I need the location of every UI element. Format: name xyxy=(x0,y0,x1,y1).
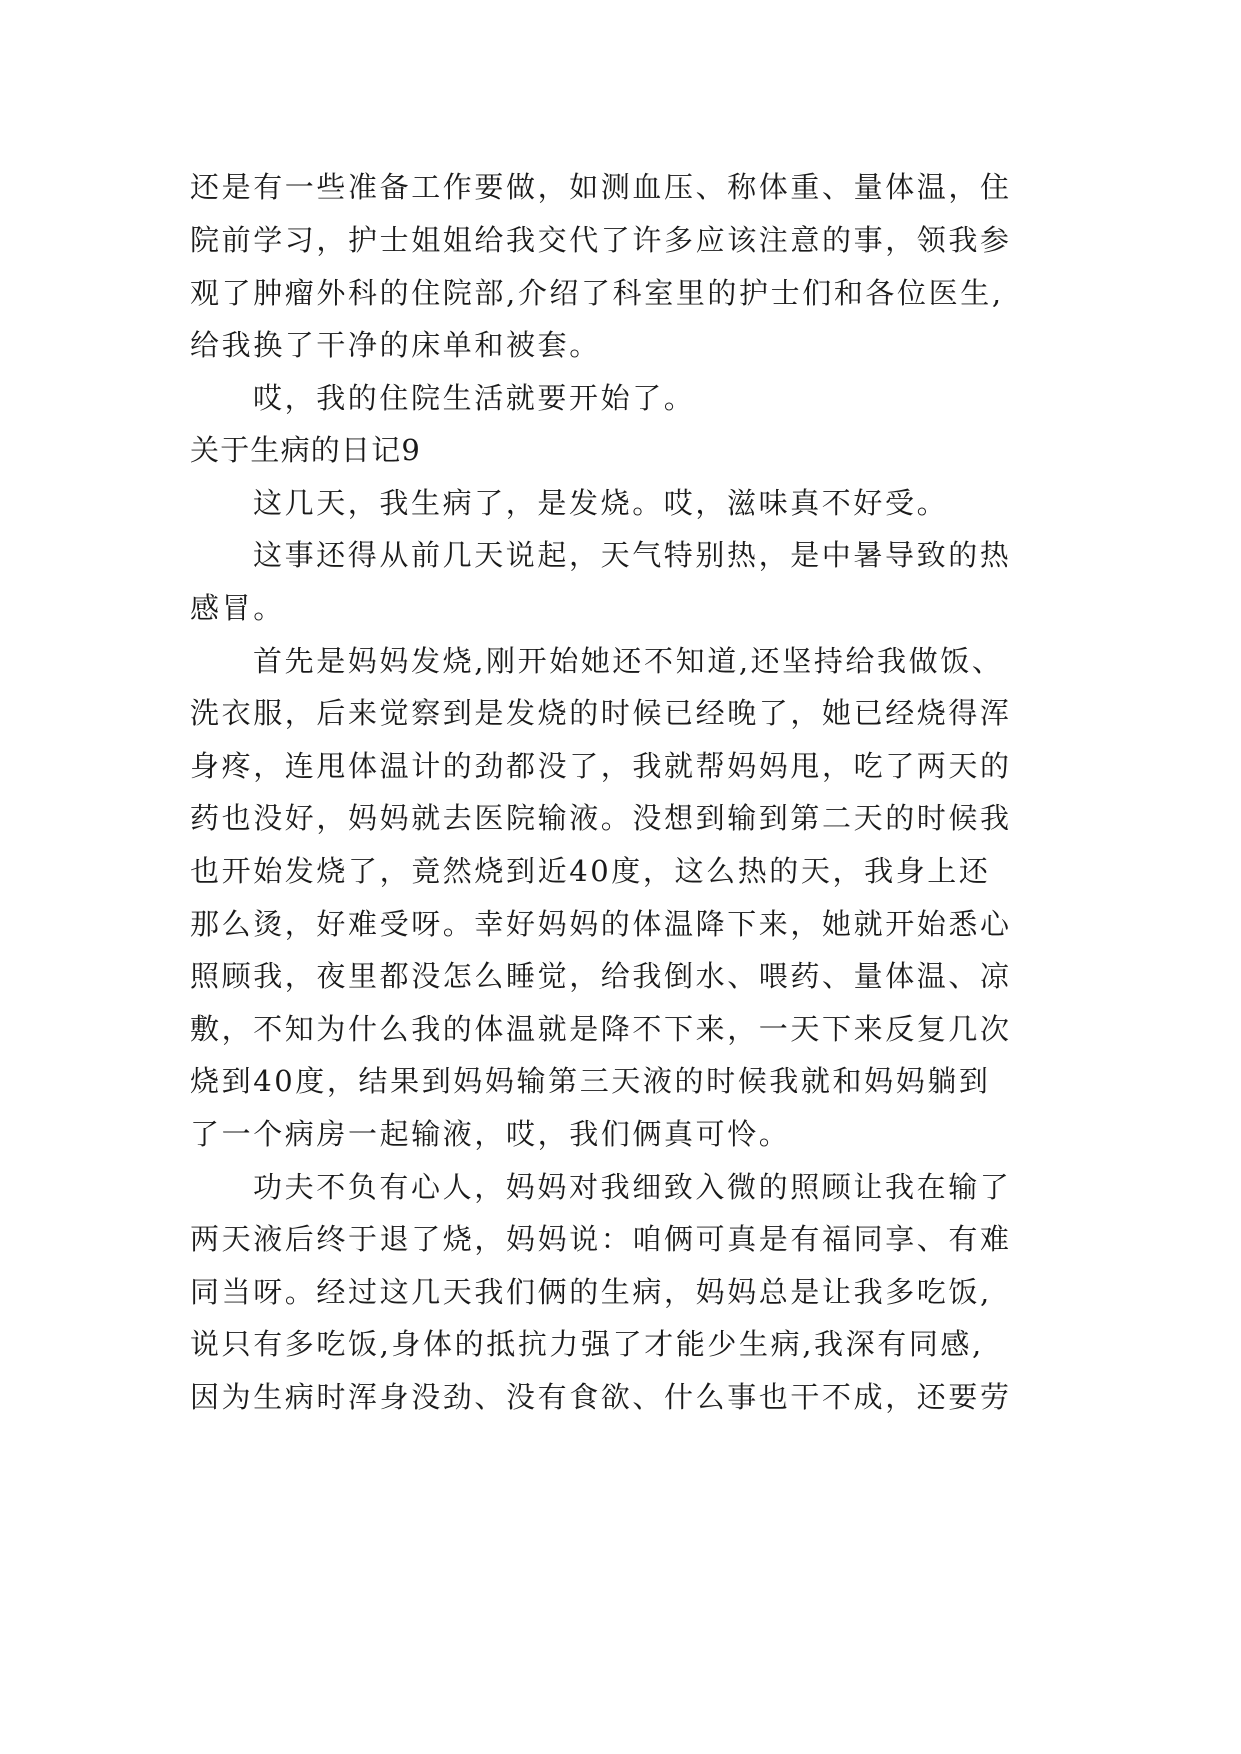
paragraph-line: 药也没好，妈妈就去医院输液。没想到输到第二天的时候我 xyxy=(190,801,1012,835)
paragraph-line: 给我换了干净的床单和被套。 xyxy=(190,328,601,362)
paragraph-line: 这几天，我生病了，是发烧。哎，滋味真不好受。 xyxy=(253,486,949,520)
section-heading: 关于生病的日记9 xyxy=(190,433,422,467)
paragraph-line: 功夫不负有心人，妈妈对我细致入微的照顾让我在输了 xyxy=(253,1170,1012,1204)
paragraph-line: 身疼，连甩体温计的劲都没了，我就帮妈妈甩，吃了两天的 xyxy=(190,749,1012,783)
paragraph-line: 还是有一些准备工作要做，如测血压、称体重、量体温，住 xyxy=(190,170,1012,204)
paragraph-line: 院前学习，护士姐姐给我交代了许多应该注意的事，领我参 xyxy=(190,223,1012,257)
paragraph-line: 因为生病时浑身没劲、没有食欲、什么事也干不成，还要劳 xyxy=(190,1380,1012,1414)
paragraph-line: 首先是妈妈发烧,刚开始她还不知道,还坚持给我做饭、 xyxy=(253,644,1004,678)
paragraph-line: 哎，我的住院生活就要开始了。 xyxy=(253,381,696,415)
paragraph-line: 照顾我，夜里都没怎么睡觉，给我倒水、喂药、量体温、凉 xyxy=(190,959,1012,993)
paragraph-line: 观了肿瘤外科的住院部,介绍了科室里的护士们和各位医生, xyxy=(190,276,1004,310)
paragraph-line: 洗衣服，后来觉察到是发烧的时候已经晚了，她已经烧得浑 xyxy=(190,696,1012,730)
paragraph-line: 也开始发烧了，竟然烧到近40度，这么热的天，我身上还 xyxy=(190,854,991,888)
paragraph-line: 那么烫，好难受呀。幸好妈妈的体温降下来，她就开始悉心 xyxy=(190,907,1012,941)
paragraph-line: 这事还得从前几天说起，天气特别热，是中暑导致的热 xyxy=(253,538,1012,572)
paragraph-line: 感冒。 xyxy=(190,591,285,625)
paragraph-line: 了一个病房一起输液，哎，我们俩真可怜。 xyxy=(190,1117,791,1151)
paragraph-line: 烧到40度，结果到妈妈输第三天液的时候我就和妈妈躺到 xyxy=(190,1064,991,1098)
paragraph-line: 敷，不知为什么我的体温就是降不下来，一天下来反复几次 xyxy=(190,1012,1012,1046)
paragraph-line: 同当呀。经过这几天我们俩的生病，妈妈总是让我多吃饭, xyxy=(190,1275,992,1309)
paragraph-line: 两天液后终于退了烧，妈妈说：咱俩可真是有福同享、有难 xyxy=(190,1222,1012,1256)
paragraph-line: 说只有多吃饭,身体的抵抗力强了才能少生病,我深有同感, xyxy=(190,1327,984,1361)
